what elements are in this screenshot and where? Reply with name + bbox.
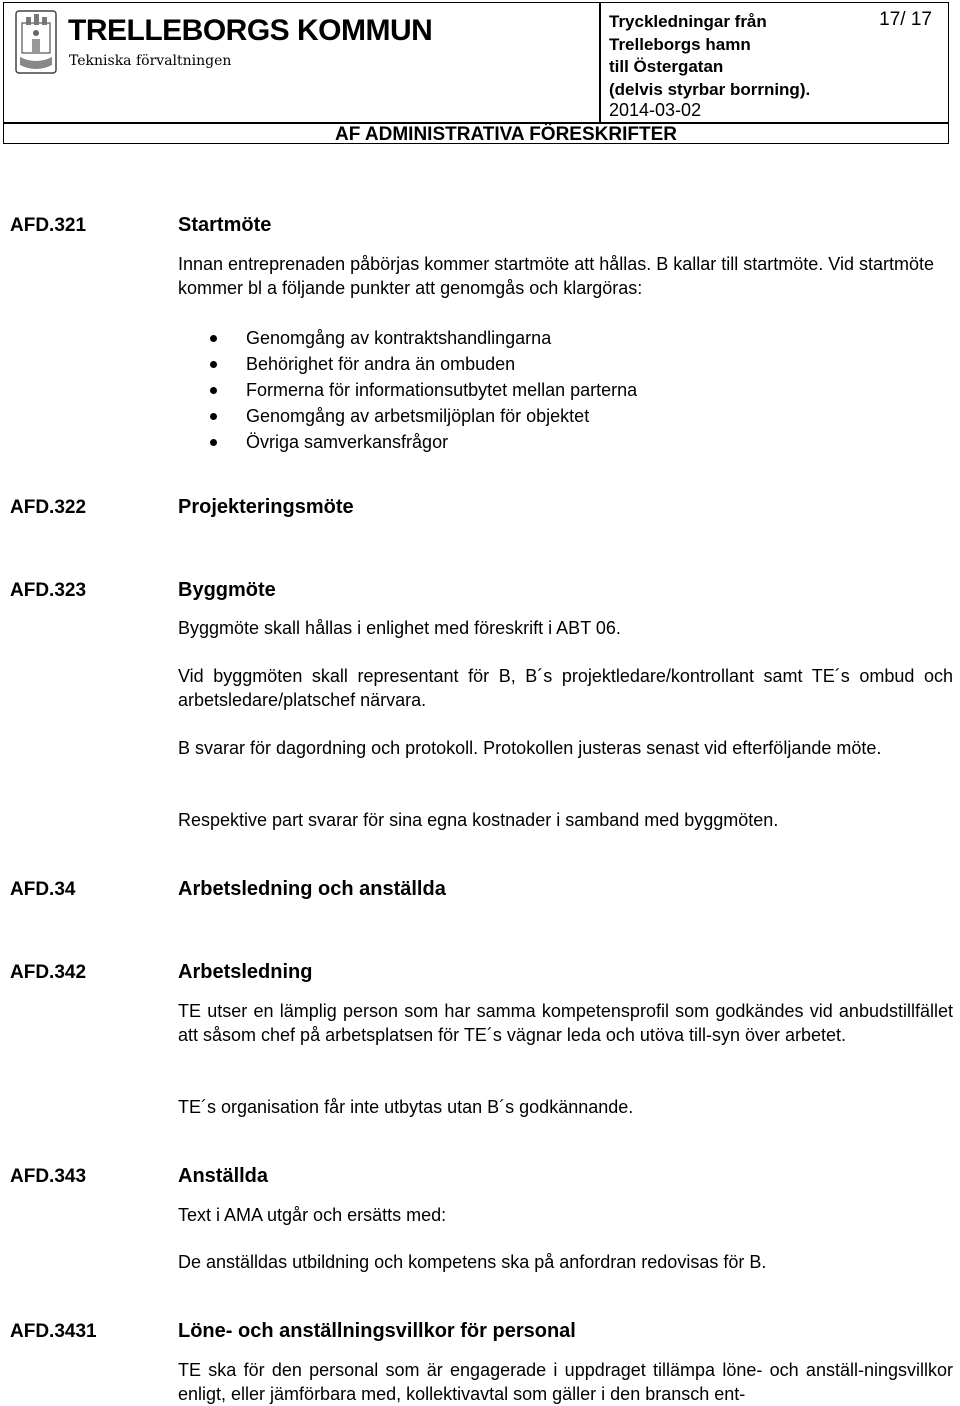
paragraph: TE utser en lämplig person som har samma kompetensprofil som godkändes vid anbudstillfället att såsom chef på arbetsplatsen för TE´s vägnar leda och utöva till-syn över arbetet. (178, 1001, 953, 1045)
list-item: Formerna för informationsutbytet mellan parterna (178, 377, 637, 403)
document-title-line: Tryckledningar från (609, 12, 767, 31)
document-title-line: Trelleborgs hamn (609, 34, 751, 54)
section-heading: Byggmöte (178, 579, 276, 601)
section-code: AFD.342 (10, 962, 87, 983)
section-code: AFD.322 (10, 497, 87, 518)
list-item: Övriga samverkansfrågor (178, 429, 637, 455)
organization-subtitle: Tekniska förvaltningen (69, 53, 232, 69)
paragraph: Vid byggmöten skall representant för B, B´s projektledare/kontrollant samt TE´s ombud och arbetsledare/platschef närvara. (178, 666, 953, 710)
paragraph: Innan entreprenaden påbörjas kommer startmöte att hållas. B kallar till startmöte. Vid startmöte kommer bl a följande punkter att genomgås och klargöras: (178, 254, 935, 298)
document-title-line: till Östergatan (609, 57, 724, 76)
section-heading: Anställda (178, 1165, 269, 1187)
document-title (609, 11, 849, 101)
list-item: Genomgång av kontraktshandlingarna (178, 325, 637, 351)
paragraph: Respektive part svarar för sina egna kostnader i samband med byggmöten. (178, 810, 779, 830)
list-item: Genomgång av arbetsmiljöplan för objektet (178, 403, 637, 429)
paragraph: Byggmöte skall hållas i enlighet med föreskrift i ABT 06. (178, 618, 621, 638)
section-code: AFD.321 (10, 215, 87, 236)
list-item: Behörighet för andra än ombuden (178, 351, 637, 377)
paragraph: De anställdas utbildning och kompetens ska på anfordran redovisas för B. (178, 1252, 767, 1272)
section-heading: Projekteringsmöte (178, 496, 354, 518)
section-banner: AF ADMINISTRATIVA FÖRESKRIFTER (335, 124, 677, 145)
organization-name: TRELLEBORGS KOMMUN (68, 14, 433, 47)
section-code: AFD.3431 (10, 1321, 97, 1342)
section-heading: Arbetsledning och anställda (178, 878, 446, 900)
paragraph: TE ska för den personal som är engagerade i uppdraget tillämpa löne- och anställ-ningsvillkor enligt, eller jämförbara med, kollektivavtal som gäller i den bransch ent- (178, 1360, 953, 1404)
section-heading: Startmöte (178, 214, 272, 236)
paragraph: TE´s organisation får inte utbytas utan B´s godkännande. (178, 1097, 634, 1117)
document-header (3, 2, 949, 144)
page-number: 17/ 17 (879, 9, 932, 30)
document-title-line: (delvis styrbar borrning). (609, 79, 811, 99)
section-code: AFD.343 (10, 1166, 87, 1187)
bullet-list (178, 325, 637, 455)
header-divider (599, 3, 601, 122)
paragraph: Text i AMA utgår och ersätts med: (178, 1205, 447, 1225)
paragraph: B svarar för dagordning och protokoll. Protokollen justeras senast vid efterföljande möte. (178, 738, 882, 758)
section-heading: Löne- och anställningsvillkor för personal (178, 1320, 576, 1342)
section-code: AFD.34 (10, 879, 76, 900)
document-date: 2014-03-02 (609, 100, 702, 120)
section-code: AFD.323 (10, 580, 87, 601)
municipal-crest-icon (14, 9, 58, 79)
section-heading: Arbetsledning (178, 961, 313, 983)
